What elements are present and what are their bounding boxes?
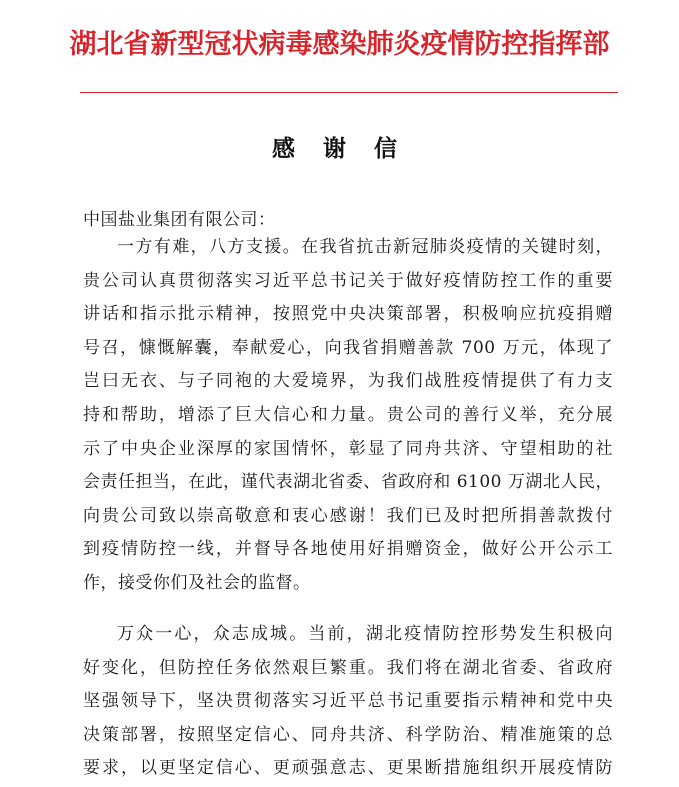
paragraph-line: 万众一心，众志成城。当前，湖北疫情防控形势发生积极向: [117, 624, 613, 644]
paragraph-line: 会责任担当，在此，谨代表湖北省委、省政府和 6100 万湖北人民，: [83, 472, 613, 493]
paragraph-line: 向贵公司致以崇高敬意和衷心感谢！我们已及时把所捐善款拨付: [83, 505, 613, 526]
paragraph-line: 贵公司认真贯彻落实习近平总书记关于做好疫情防控工作的重要: [83, 270, 613, 291]
paragraph-line: 坚强领导下，坚决贯彻落实习近平总书记重要指示精神和党中央: [83, 691, 613, 712]
paragraph-1: [83, 231, 613, 601]
paragraph-line: 作，接受你们及社会的监督。: [83, 572, 311, 593]
header-divider: [80, 92, 618, 93]
paragraph-line: 示了中央企业深厚的家国情怀，彰显了同舟共济、守望相助的社: [83, 438, 613, 459]
paragraph-line: 号召，慷慨解囊，奉献爱心，向我省捐赠善款 700 万元，体现了: [83, 337, 613, 358]
paragraph-line: 好变化，但防控任务依然艰巨繁重。我们将在湖北省委、省政府: [83, 657, 613, 678]
paragraph-line: 一方有难，八方支援。在我省抗击新冠肺炎疫情的关键时刻，: [117, 237, 613, 257]
salutation: 中国盐业集团有限公司：: [83, 210, 276, 230]
paragraph-line: 持和帮助，增添了巨大信心和力量。贵公司的善行义举，充分展: [83, 404, 613, 425]
paragraph-line: 要求，以更坚定信心、更顽强意志、更果断措施组织开展疫情防: [83, 758, 613, 779]
paragraph-line: 决策部署，按照坚定信心、同舟共济、科学防治、精准施策的总: [83, 724, 613, 745]
paragraph-line: 到疫情防控一线，并督导各地使用好捐赠资金，做好公开公示工: [83, 539, 613, 560]
paragraph-line: 岂曰无衣、与子同袍的大爱境界，为我们战胜疫情提供了有力支: [83, 371, 613, 392]
organization-header: 湖北省新型冠状病毒感染肺炎疫情防控指挥部: [69, 29, 610, 60]
letter-title: 感 谢 信: [271, 136, 407, 162]
paragraph-2: [83, 618, 613, 786]
paragraph-line: 讲话和指示批示精神，按照党中央决策部署，积极响应抗疫捐赠: [83, 304, 613, 325]
